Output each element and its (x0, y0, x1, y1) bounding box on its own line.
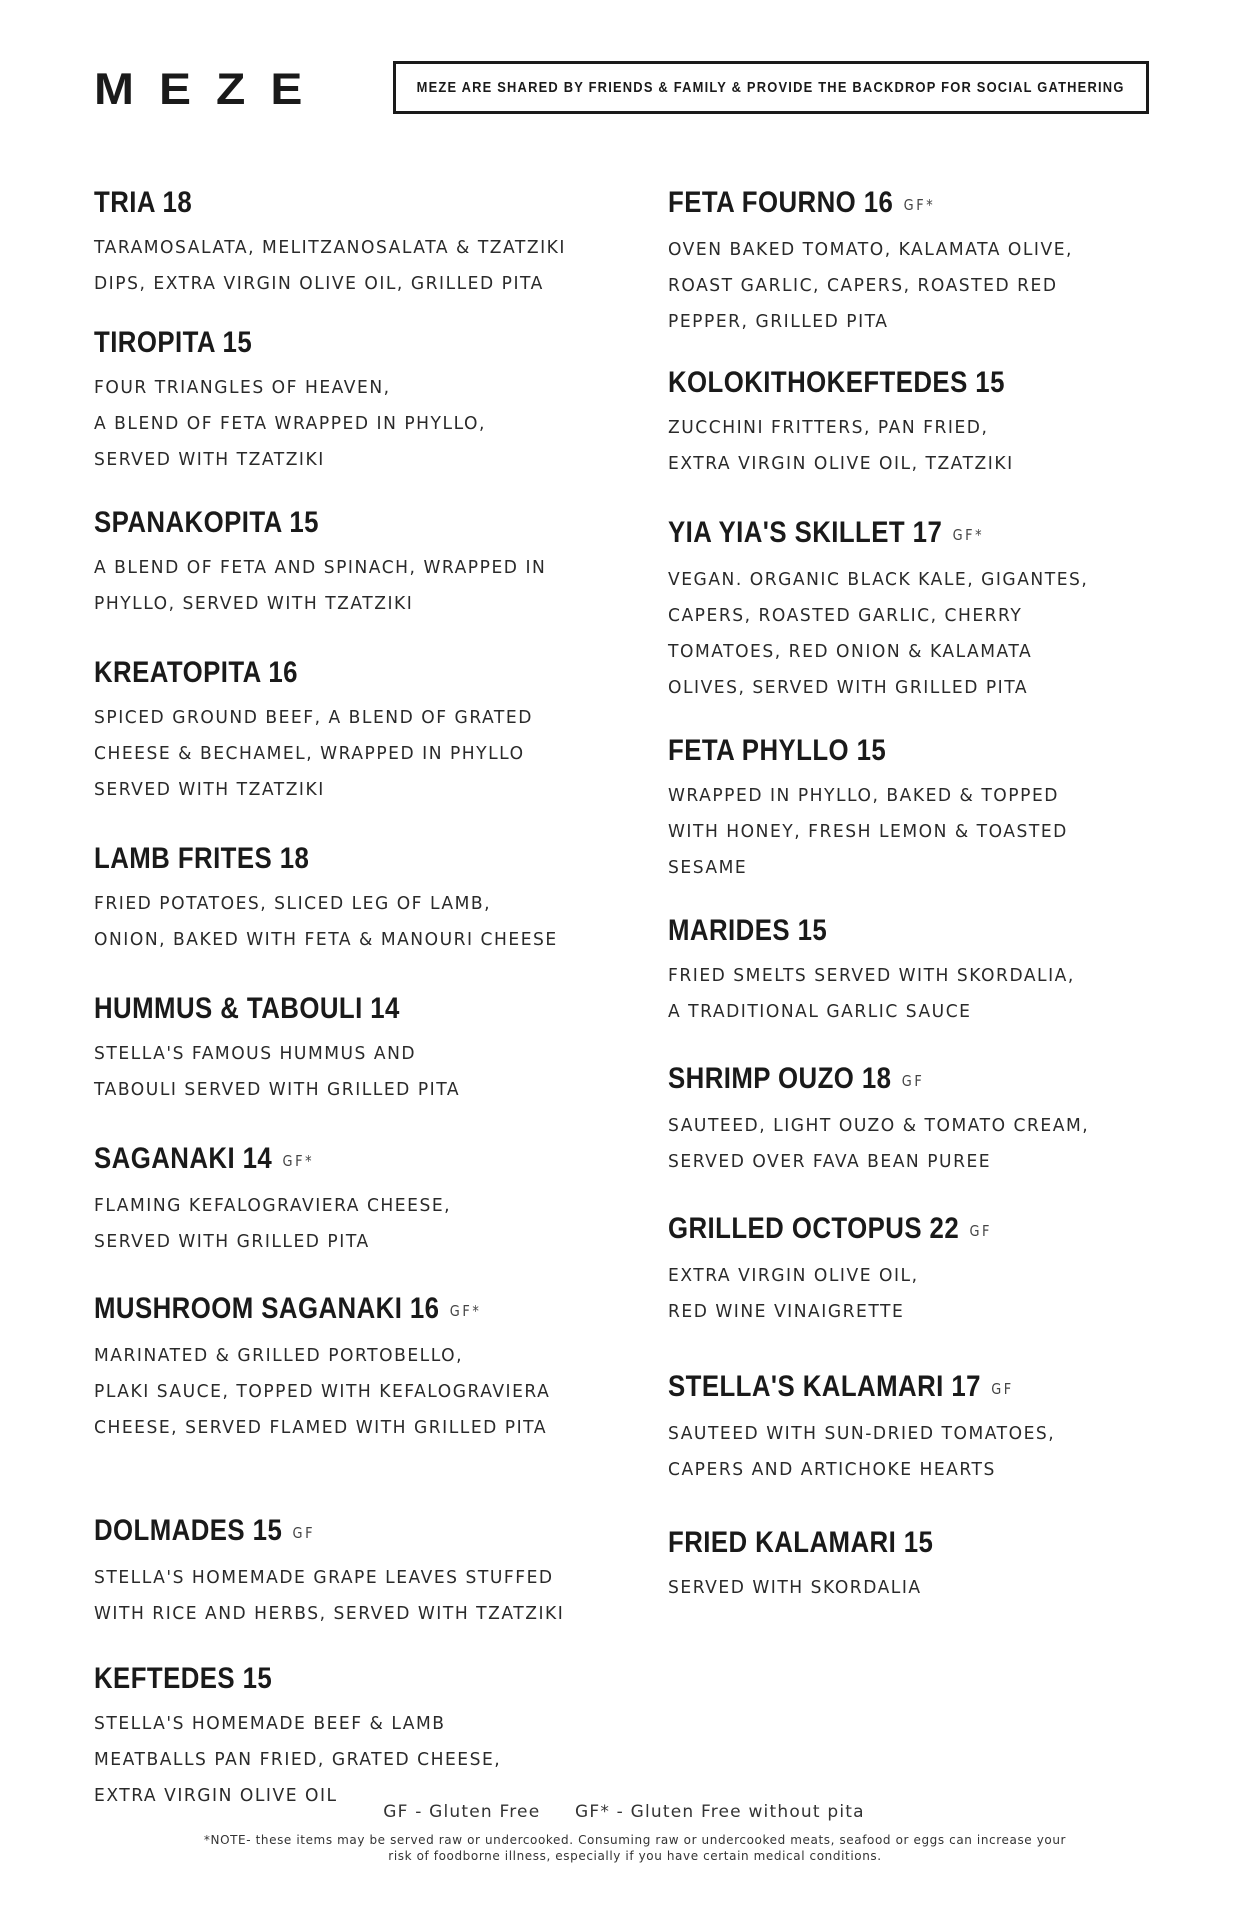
legend-gf: GF - Gluten Free (383, 1802, 541, 1822)
menu-item (668, 1062, 1208, 1180)
description-line: MEATBALLS PAN FRIED, GRATED CHEESE, (94, 1749, 502, 1770)
menu-item-title (668, 1212, 1132, 1248)
menu-item-description (94, 1560, 634, 1632)
description-line: PHYLLO, SERVED WITH TZATZIKI (94, 593, 414, 614)
description-line: SERVED OVER FAVA BEAN PUREE (668, 1151, 992, 1172)
description-line: EXTRA VIRGIN OLIVE OIL (94, 1785, 338, 1806)
description-line: CHEESE, SERVED FLAMED WITH GRILLED PITA (94, 1417, 548, 1438)
description-line: WITH HONEY, FRESH LEMON & TOASTED (668, 821, 1068, 842)
menu-item-name-price: SAGANAKI 14 (94, 1142, 273, 1175)
menu-item-description (668, 1416, 1208, 1488)
gluten-free-legend (0, 1802, 1248, 1822)
description-line: SPICED GROUND BEEF, A BLEND OF GRATED (94, 707, 533, 728)
description-line: SAUTEED WITH SUN-DRIED TOMATOES, (668, 1423, 1056, 1444)
menu-item-name-price: KEFTEDES 15 (94, 1662, 273, 1695)
tagline-text: MEZE ARE SHARED BY FRIENDS & FAMILY & PROVIDE THE BACKDROP FOR SOCIAL GATHERING (417, 79, 1125, 96)
description-line: CAPERS, ROASTED GARLIC, CHERRY (668, 605, 1023, 626)
menu-item-name-price: TIROPITA 15 (94, 326, 253, 359)
description-line: DIPS, EXTRA VIRGIN OLIVE OIL, GRILLED PITA (94, 273, 544, 294)
menu-item-description (668, 1108, 1208, 1180)
description-line: CHEESE & BECHAMEL, WRAPPED IN PHYLLO (94, 743, 525, 764)
menu-item (668, 1370, 1208, 1488)
menu-item-title (94, 326, 558, 360)
menu-item (94, 506, 634, 622)
description-line: SERVED WITH TZATZIKI (94, 779, 325, 800)
menu-item-name-price: HUMMUS & TABOULI 14 (94, 992, 400, 1025)
menu-item-name-price: SHRIMP OUZO 18 (668, 1062, 892, 1095)
menu-item-title (94, 506, 558, 540)
description-line: FRIED POTATOES, SLICED LEG OF LAMB, (94, 893, 492, 914)
description-line: PLAKI SAUCE, TOPPED WITH KEFALOGRAVIERA (94, 1381, 551, 1402)
menu-item-description (94, 550, 634, 622)
menu-item (94, 656, 634, 808)
menu-item-description (668, 1258, 1208, 1330)
menu-item (94, 1662, 634, 1814)
menu-item (668, 516, 1208, 706)
menu-item-name-price: FRIED KALAMARI 15 (668, 1526, 934, 1559)
menu-item-name-price: TRIA 18 (94, 186, 193, 219)
menu-item-description (668, 410, 1208, 482)
gluten-free-badge: GF* (952, 526, 985, 544)
menu-item (668, 366, 1208, 482)
menu-item-name-price: KREATOPITA 16 (94, 656, 298, 689)
description-line: FRIED SMELTS SERVED WITH SKORDALIA, (668, 965, 1075, 986)
description-line: CAPERS AND ARTICHOKE HEARTS (668, 1459, 996, 1480)
description-line: A BLEND OF FETA WRAPPED IN PHYLLO, (94, 413, 486, 434)
description-line: WITH RICE AND HERBS, SERVED WITH TZATZIKI (94, 1603, 565, 1624)
description-line: STELLA'S HOMEMADE BEEF & LAMB (94, 1713, 446, 1734)
description-line: FOUR TRIANGLES OF HEAVEN, (94, 377, 391, 398)
menu-item-description (668, 1570, 1208, 1606)
menu-item-title (94, 1292, 558, 1328)
menu-item-name-price: SPANAKOPITA 15 (94, 506, 319, 539)
menu-item-name-price: GRILLED OCTOPUS 22 (668, 1212, 960, 1245)
description-line: STELLA'S HOMEMADE GRAPE LEAVES STUFFED (94, 1567, 554, 1588)
menu-item (94, 992, 634, 1108)
menu-item-title (668, 186, 1132, 222)
menu-item-description (668, 958, 1208, 1030)
menu-item-description (94, 1036, 634, 1108)
menu-item (94, 842, 634, 958)
description-line: TOMATOES, RED ONION & KALAMATA (668, 641, 1033, 662)
menu-item-name-price: FETA FOURNO 16 (668, 186, 894, 219)
menu-item-description (668, 778, 1208, 886)
menu-item-title (94, 1662, 558, 1696)
menu-item-description (94, 370, 634, 478)
menu-item (94, 1514, 634, 1632)
gluten-free-badge: GF (969, 1222, 993, 1240)
raw-food-disclaimer: *NOTE- these items may be served raw or undercooked. Consuming raw or undercooked meats, seafood or eggs can increase your risk of foodborne illness, especially if you have certain medical conditions. (203, 1833, 1067, 1863)
menu-logo: MEZE (94, 65, 328, 114)
menu-item-title (94, 1142, 558, 1178)
description-line: ZUCCHINI FRITTERS, PAN FRIED, (668, 417, 989, 438)
description-line: TABOULI SERVED WITH GRILLED PITA (94, 1079, 461, 1100)
menu-item-title (94, 186, 558, 220)
description-line: TARAMOSALATA, MELITZANOSALATA & TZATZIKI (94, 237, 566, 258)
description-line: EXTRA VIRGIN OLIVE OIL, TZATZIKI (668, 453, 1014, 474)
description-line: OVEN BAKED TOMATO, KALAMATA OLIVE, (668, 239, 1073, 260)
menu-item-description (94, 1188, 634, 1260)
description-line: SERVED WITH GRILLED PITA (94, 1231, 370, 1252)
description-line: STELLA'S FAMOUS HUMMUS AND (94, 1043, 417, 1064)
menu-item-title (668, 366, 1132, 400)
menu-item-title (94, 842, 558, 876)
menu-item (94, 186, 634, 302)
menu-item-description (94, 230, 634, 302)
description-line: SESAME (668, 857, 748, 878)
description-line: SERVED WITH SKORDALIA (668, 1577, 922, 1598)
menu-item-title (94, 992, 558, 1026)
gluten-free-badge: GF (991, 1380, 1014, 1398)
menu-item-title (668, 1526, 1132, 1560)
menu-item-name-price: KOLOKITHOKEFTEDES 15 (668, 366, 1005, 399)
description-line: MARINATED & GRILLED PORTOBELLO, (94, 1345, 464, 1366)
description-line: SAUTEED, LIGHT OUZO & TOMATO CREAM, (668, 1115, 1090, 1136)
menu-item-title (668, 1370, 1132, 1406)
description-line: WRAPPED IN PHYLLO, BAKED & TOPPED (668, 785, 1059, 806)
menu-item (94, 1292, 634, 1446)
menu-item (94, 326, 634, 478)
gluten-free-badge: GF* (903, 196, 936, 214)
menu-item (668, 186, 1208, 340)
menu-item-title (668, 734, 1132, 768)
menu-item-title (94, 1514, 558, 1550)
gluten-free-badge: GF* (282, 1152, 315, 1170)
menu-item-description (94, 1338, 634, 1446)
menu-item-title (668, 516, 1132, 552)
menu-item-title (94, 656, 558, 690)
description-line: A TRADITIONAL GARLIC SAUCE (668, 1001, 972, 1022)
menu-item-title (668, 1062, 1132, 1098)
gluten-free-badge: GF* (449, 1302, 482, 1320)
menu-item-name-price: FETA PHYLLO 15 (668, 734, 887, 767)
description-line: SERVED WITH TZATZIKI (94, 449, 325, 470)
menu-item-name-price: MARIDES 15 (668, 914, 828, 947)
menu-item-description (94, 700, 634, 808)
description-line: RED WINE VINAIGRETTE (668, 1301, 905, 1322)
menu-item-description (94, 1706, 634, 1814)
description-line: FLAMING KEFALOGRAVIERA CHEESE, (94, 1195, 452, 1216)
gluten-free-badge: GF (292, 1524, 316, 1542)
menu-item (668, 1212, 1208, 1330)
menu-item-name-price: MUSHROOM SAGANAKI 16 (94, 1292, 440, 1325)
description-line: A BLEND OF FETA AND SPINACH, WRAPPED IN (94, 557, 547, 578)
menu-item-description (668, 232, 1208, 340)
description-line: ONION, BAKED WITH FETA & MANOURI CHEESE (94, 929, 558, 950)
description-line: EXTRA VIRGIN OLIVE OIL, (668, 1265, 919, 1286)
menu-item (668, 1526, 1208, 1606)
menu-item-name-price: DOLMADES 15 (94, 1514, 283, 1547)
menu-item-name-price: STELLA'S KALAMARI 17 (668, 1370, 981, 1403)
menu-item (94, 1142, 634, 1260)
menu-item-name-price: YIA YIA'S SKILLET 17 (668, 516, 943, 549)
tagline-box (393, 61, 1149, 114)
menu-item-description (94, 886, 634, 958)
description-line: VEGAN. ORGANIC BLACK KALE, GIGANTES, (668, 569, 1089, 590)
legend-gf-star: GF* - Gluten Free without pita (575, 1802, 865, 1822)
menu-item (668, 914, 1208, 1030)
gluten-free-badge: GF (901, 1072, 925, 1090)
menu-item-description (668, 562, 1208, 706)
menu-item-name-price: LAMB FRITES 18 (94, 842, 310, 875)
description-line: PEPPER, GRILLED PITA (668, 311, 889, 332)
description-line: OLIVES, SERVED WITH GRILLED PITA (668, 677, 1029, 698)
menu-item-title (668, 914, 1132, 948)
description-line: ROAST GARLIC, CAPERS, ROASTED RED (668, 275, 1058, 296)
menu-item (668, 734, 1208, 886)
